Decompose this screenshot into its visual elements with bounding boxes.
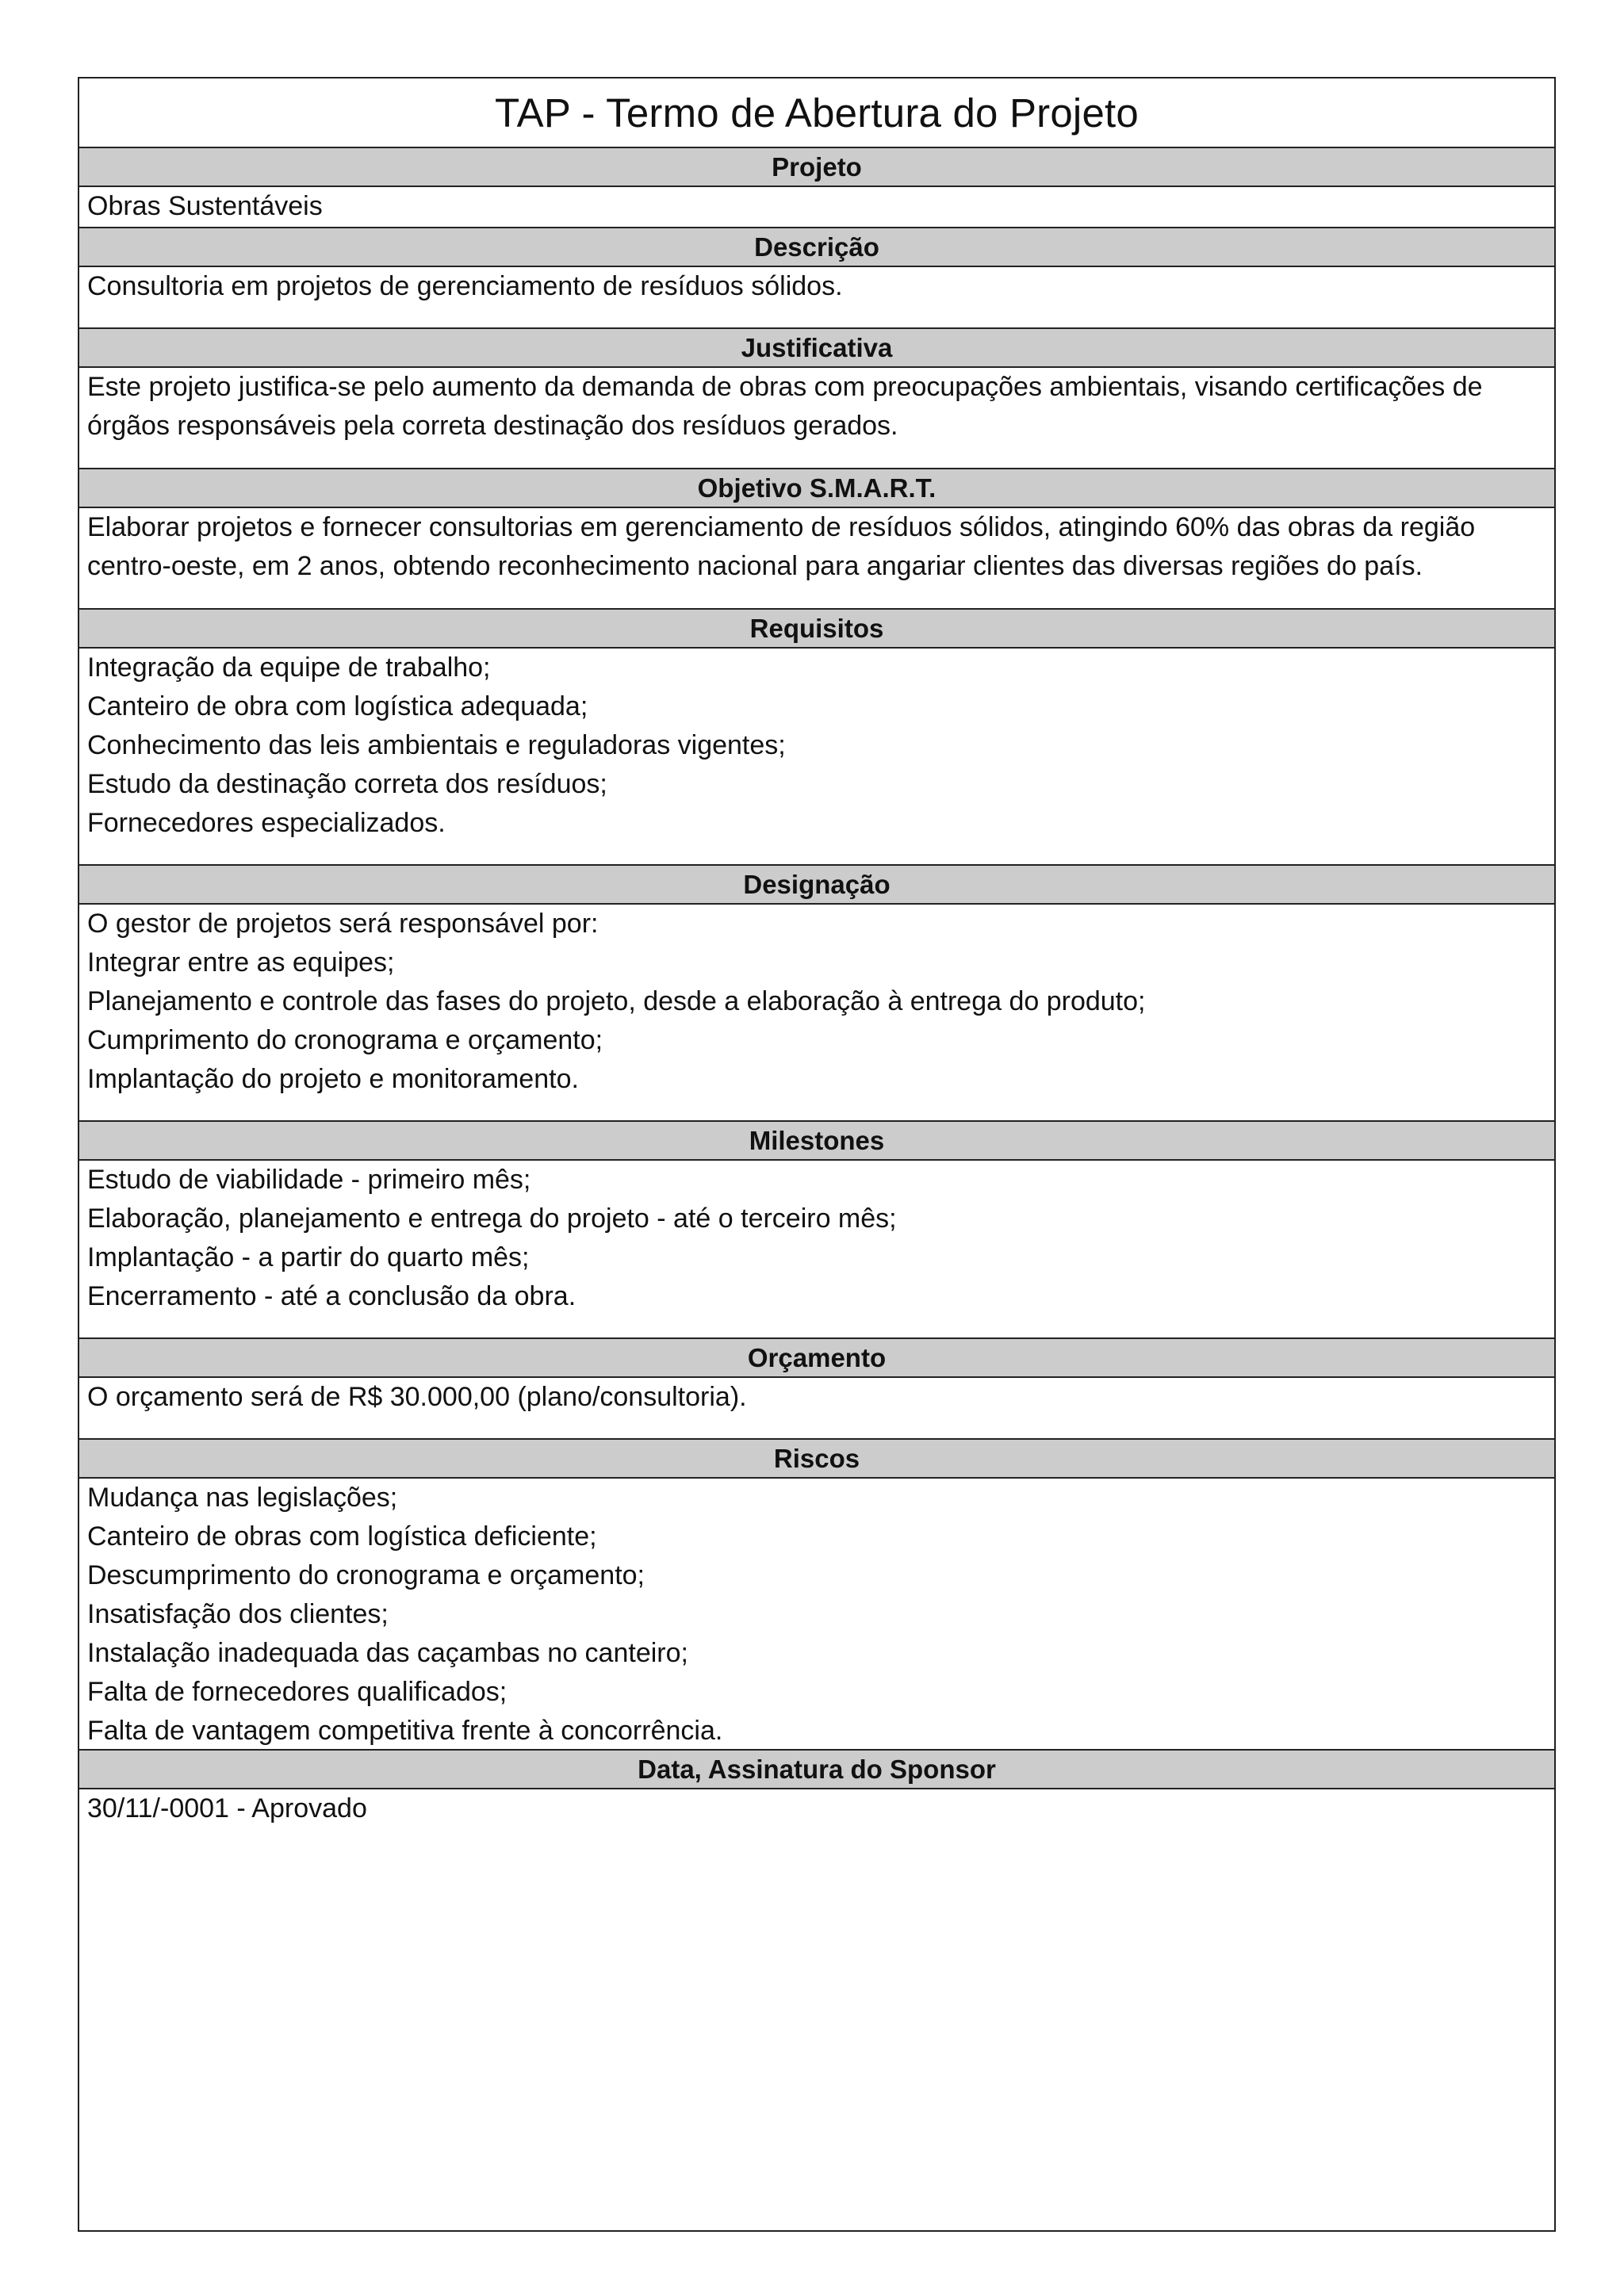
- section-body-descricao: [79, 267, 1554, 329]
- objetivo-text: Elaborar projetos e fornecer consultorias em gerenciamento de resíduos sólidos, atingindo 60% das obras da região centro-oeste, em 2 anos, obtendo reconhecimento nacional para angariar clientes das diversas regiões do país.: [87, 512, 1476, 581]
- risco-item: Insatisfação dos clientes;: [87, 1599, 389, 1629]
- risco-item: Canteiro de obras com logística deficiente;: [87, 1521, 597, 1552]
- designacao-item: Cumprimento do cronograma e orçamento;: [87, 1025, 603, 1055]
- section-header-descricao: Descrição: [79, 228, 1554, 267]
- requisito-item: Conhecimento das leis ambientais e reguladoras vigentes;: [87, 730, 786, 760]
- risco-item: Falta de vantagem competitiva frente à concorrência.: [87, 1716, 723, 1746]
- section-body-projeto: [79, 187, 1554, 228]
- section-header-requisitos: Requisitos: [79, 610, 1554, 649]
- project-charter-document: [78, 77, 1556, 2232]
- section-header-milestones: Milestones: [79, 1122, 1554, 1161]
- requisito-item: Fornecedores especializados.: [87, 808, 446, 838]
- risco-item: Descumprimento do cronograma e orçamento;: [87, 1560, 645, 1590]
- section-header-orcamento: Orçamento: [79, 1339, 1554, 1378]
- section-body-designacao: [79, 905, 1554, 1122]
- section-body-riscos: [79, 1479, 1554, 1751]
- projeto-name: Obras Sustentáveis: [87, 191, 323, 221]
- document-title: TAP - Termo de Abertura do Projeto: [79, 78, 1554, 148]
- designacao-item: Integrar entre as equipes;: [87, 947, 395, 978]
- approval-date-text: 30/11/-0001 - Aprovado: [87, 1793, 367, 1823]
- designacao-item: Implantação do projeto e monitoramento.: [87, 1064, 579, 1094]
- milestone-item: Estudo de viabilidade - primeiro mês;: [87, 1165, 531, 1195]
- descricao-text: Consultoria em projetos de gerenciamento de resíduos sólidos.: [87, 271, 843, 301]
- section-body-justificativa: [79, 368, 1554, 469]
- section-header-projeto: Projeto: [79, 148, 1554, 187]
- section-header-justificativa: Justificativa: [79, 329, 1554, 368]
- section-body-data-assinatura: [79, 1789, 1554, 2230]
- section-body-requisitos: [79, 649, 1554, 866]
- section-header-objetivo: Objetivo S.M.A.R.T.: [79, 469, 1554, 508]
- milestone-item: Encerramento - até a conclusão da obra.: [87, 1281, 576, 1311]
- justificativa-text: Este projeto justifica-se pelo aumento da demanda de obras com preocupações ambientais, visando certificações de órgãos responsáveis pela correta destinação dos resíduos gerados.: [87, 372, 1483, 441]
- risco-item: Instalação inadequada das caçambas no canteiro;: [87, 1638, 688, 1668]
- risco-item: Falta de fornecedores qualificados;: [87, 1677, 508, 1707]
- designacao-item: O gestor de projetos será responsável por:: [87, 909, 599, 939]
- section-header-designacao: Designação: [79, 866, 1554, 905]
- section-body-orcamento: [79, 1378, 1554, 1440]
- requisito-item: Canteiro de obra com logística adequada;: [87, 691, 588, 721]
- section-header-data-assinatura: Data, Assinatura do Sponsor: [79, 1751, 1554, 1789]
- risco-item: Mudança nas legislações;: [87, 1483, 398, 1513]
- milestone-item: Implantação - a partir do quarto mês;: [87, 1242, 530, 1272]
- requisito-item: Integração da equipe de trabalho;: [87, 652, 491, 683]
- orcamento-text: O orçamento será de R$ 30.000,00 (plano/consultoria).: [87, 1382, 747, 1412]
- section-body-milestones: [79, 1161, 1554, 1339]
- milestone-item: Elaboração, planejamento e entrega do projeto - até o terceiro mês;: [87, 1203, 897, 1234]
- designacao-item: Planejamento e controle das fases do projeto, desde a elaboração à entrega do produto;: [87, 986, 1146, 1016]
- section-header-riscos: Riscos: [79, 1440, 1554, 1479]
- requisito-item: Estudo da destinação correta dos resíduos;: [87, 769, 607, 799]
- section-body-objetivo: [79, 508, 1554, 610]
